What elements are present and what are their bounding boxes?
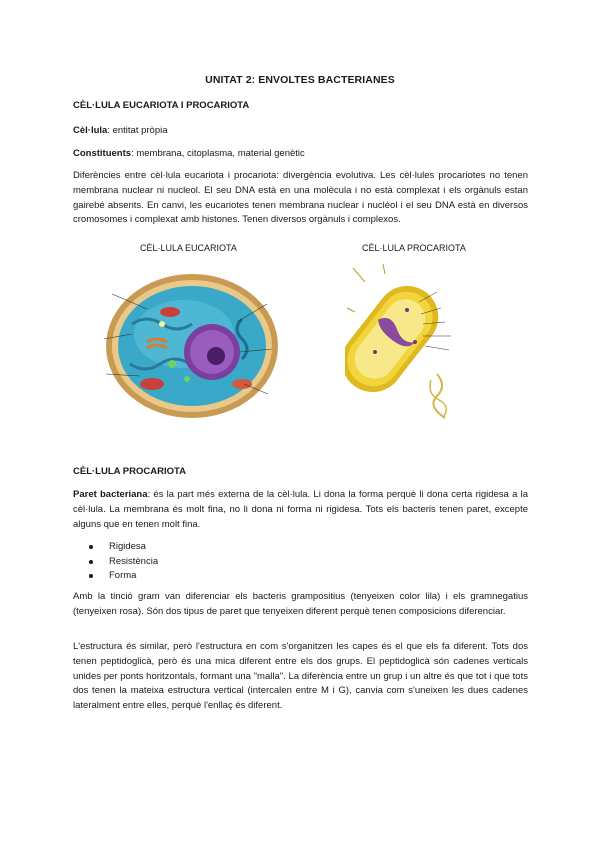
cell-term: Cèl·lula — [73, 125, 108, 136]
prokaryote-caption: CÈL·LULA PROCARIOTA — [362, 243, 466, 253]
section-heading-eukaryote-prokaryote: CÈL·LULA EUCARIOTA I PROCARIOTA — [73, 100, 250, 111]
wall-structure-paragraph: L'estructura és similar, però l'estructura en com s'organitzen les capes és el que els fa diferent. Tots dos tenen peptidoglicà, però és una mica diferent entre els dos grups. El peptidoglicà són cadenes verticals unides per ponts horitzontals, formant una "malla". La diferència entre un grup i un altre és que tot i que tots dos tenen la mateixa estructura vertical (intercalen entre M i G), canvia com s'uneixen les dues cadenes lateralment entre elles, perquè l'enllaç és diferent. — [73, 641, 528, 712]
cell-definition — [73, 125, 168, 136]
section-heading-prokaryote: CÈL·LULA PROCARIOTA — [73, 466, 186, 477]
cell-wall-paragraph — [73, 488, 528, 532]
constituents-text: : membrana, citoplasma, material genètic — [131, 148, 305, 159]
list-item: Resistència — [73, 555, 158, 570]
eukaryotic-cell-image — [92, 264, 282, 424]
constituents-term: Constituents — [73, 148, 132, 159]
differences-paragraph: Diferències entre cèl·lula eucariota i procariota: divergència evolutiva. Les cèl·lules procariotes no tenen membrana nuclear ni nucleol. El seu DNA està en una molècula i no està complexat i els orgànuls estan gairebé absents. En canvi, les eucariotes tenen membrana nuclear i nuclèol i el seu DNA està en diversos cromosomes i complexat amb histones. Tenen diversos orgànuls i complexos. — [73, 170, 528, 226]
cell-wall-term: Paret bacteriana — [73, 489, 148, 500]
eukaryote-caption: CÈL·LULA EUCARIOTA — [140, 243, 237, 253]
cell-wall-functions-list — [73, 540, 158, 584]
cell-definition-text: : entitat pròpia — [107, 125, 168, 136]
list-item: Forma — [73, 569, 158, 584]
list-item: Rigidesa — [73, 540, 158, 555]
constituents-definition — [73, 148, 305, 159]
page-title: UNITAT 2: ENVOLTES BACTERIANES — [205, 74, 395, 86]
gram-stain-paragraph: Amb la tinció gram van diferenciar els bacteris grampositius (tenyeixen color lila) i els gramnegatius (tenyeixen rosa). Són dos tipus de paret que tenyeixen diferent perquè tenen composicions diferenciar. — [73, 591, 528, 617]
cell-wall-text: : és la part més externa de la cèl·lula. Li dona la forma perquè li dona certa rigidesa a la cèl·lula. La membrana és molt fina, no li dona ni forma ni rigidesa. Tots els bacteris tenen paret, excepte alguns que en tenen molt fina. — [73, 489, 528, 530]
prokaryotic-cell-image — [345, 262, 475, 422]
